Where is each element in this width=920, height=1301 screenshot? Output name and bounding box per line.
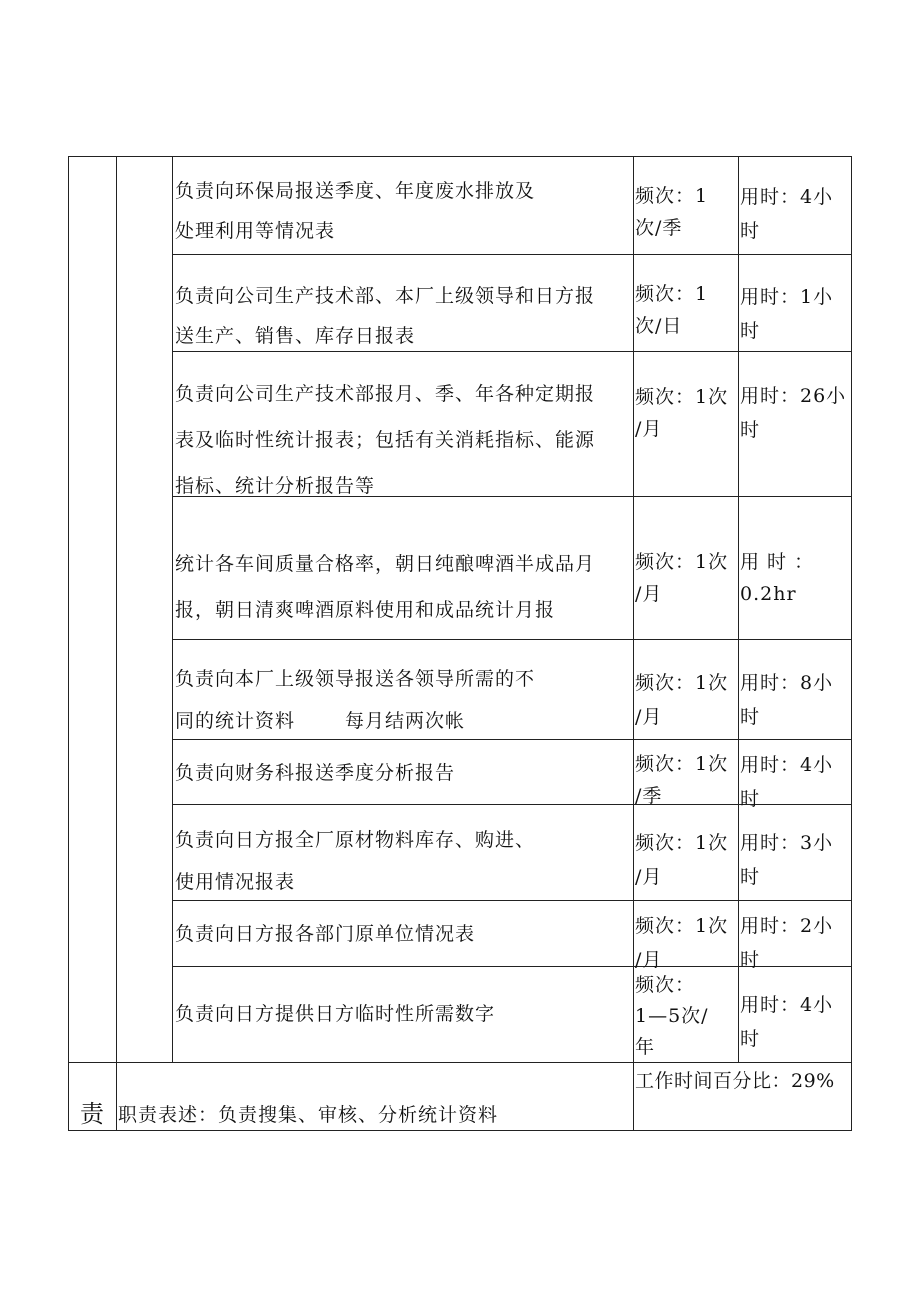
task-frequency: 频次：1 次/季 xyxy=(635,185,709,239)
work-time-ratio: 工作时间百分比：29% xyxy=(635,1070,835,1092)
duty-table xyxy=(68,156,852,1131)
section-divider xyxy=(68,1062,852,1063)
task-frequency: 频次：1 次/日 xyxy=(635,283,709,337)
task-description: 负责向日方报全厂原材物料库存、购进、 使用情况报表 xyxy=(175,829,536,893)
task-time: 用时：2小 时 xyxy=(740,915,834,971)
task-description: 负责向财务科报送季度分析报告 xyxy=(175,762,456,784)
task-time: 用时：8小 时 xyxy=(740,672,834,728)
task-time: 用时：4小 时 xyxy=(740,186,834,242)
duty-statement: 职责表述：负责搜集、审核、分析统计资料 xyxy=(118,1104,499,1126)
task-description: 负责向本厂上级领导报送各领导所需的不 同的统计资料 每月结两次帐 xyxy=(175,668,536,732)
column-divider xyxy=(633,156,634,1131)
row-divider xyxy=(172,639,852,640)
section-label: 责 xyxy=(80,1100,104,1128)
task-frequency: 频次：1次 /季 xyxy=(635,753,729,807)
task-time: 用时：4小 时 xyxy=(740,754,834,810)
task-frequency: 频次：1次 /月 xyxy=(635,832,729,888)
column-divider xyxy=(738,156,739,1063)
task-time: 用 时 ： 0.2hr xyxy=(740,551,815,605)
column-divider xyxy=(116,156,117,1131)
task-frequency: 频次：1次 /月 xyxy=(635,551,729,605)
table-border-left xyxy=(68,156,69,1131)
table-border-bottom xyxy=(68,1130,852,1131)
column-divider xyxy=(172,156,173,1063)
task-description: 负责向日方报各部门原单位情况表 xyxy=(175,923,476,945)
task-time: 用时：3小 时 xyxy=(740,832,834,888)
task-description: 负责向日方提供日方临时性所需数字 xyxy=(175,1003,496,1025)
task-description: 负责向公司生产技术部报月、季、年各种定期报 表及临时性统计报表；包括有关消耗指标、能源 指标、统计分析报告等 xyxy=(175,383,596,497)
task-frequency: 频次： 1—5次/ 年 xyxy=(635,974,709,1058)
task-frequency: 频次：1次 /月 xyxy=(635,672,729,728)
row-divider xyxy=(172,254,852,255)
task-frequency: 频次：1次 /月 xyxy=(635,386,729,440)
task-description: 负责向公司生产技术部、本厂上级领导和日方报 送生产、销售、库存日报表 xyxy=(175,285,596,347)
task-time: 用时：1小 时 xyxy=(740,286,834,342)
task-description: 负责向环保局报送季度、年度废水排放及 处理利用等情况表 xyxy=(175,180,536,242)
task-time: 用时：26小 时 xyxy=(740,385,847,441)
task-description: 统计各车间质量合格率，朝日纯酿啤酒半成品月 报，朝日清爽啤酒原料使用和成品统计月报 xyxy=(175,553,596,621)
table-border-right xyxy=(851,156,852,1131)
table-border-top xyxy=(68,156,852,157)
task-frequency: 频次：1次 /月 xyxy=(635,915,729,971)
task-time: 用时：4小 时 xyxy=(740,994,834,1050)
